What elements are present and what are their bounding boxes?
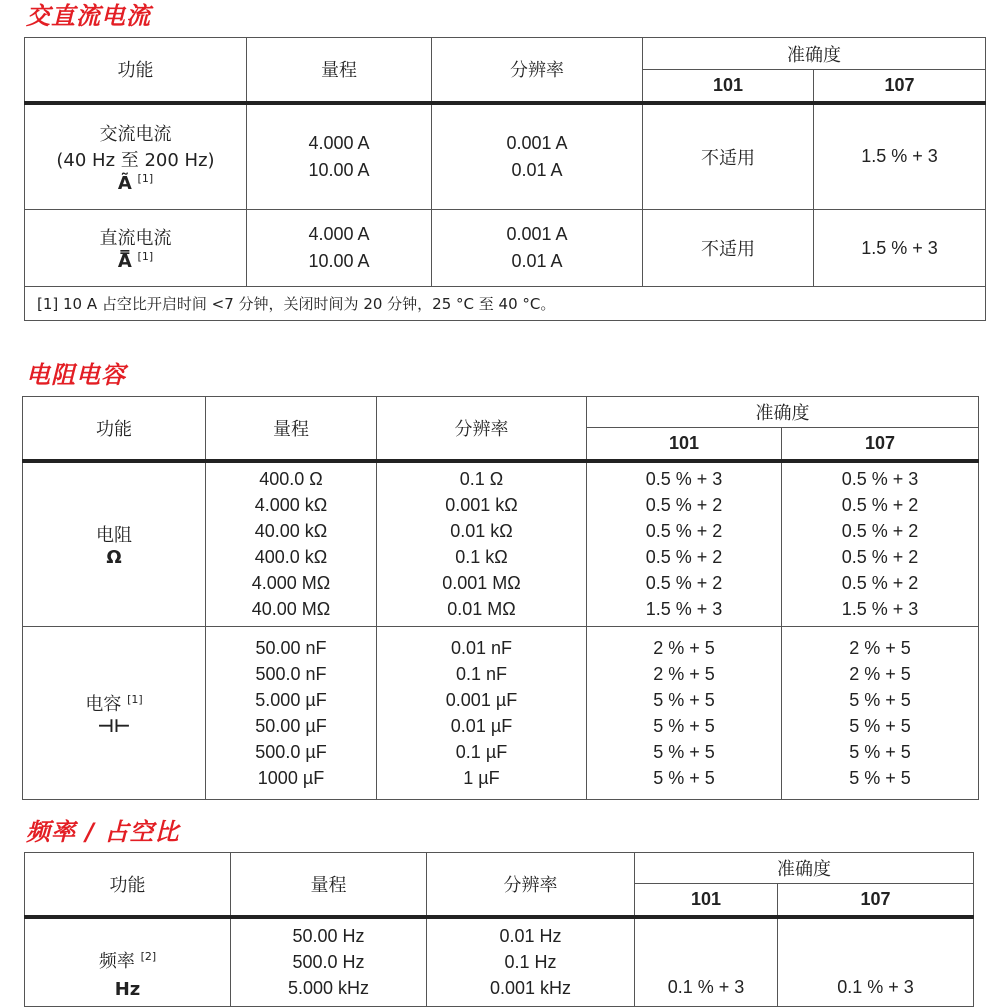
header-107: 107: [814, 70, 986, 103]
accuracy-107-cell: 1.5 % + 3: [814, 103, 986, 210]
accuracy-101-cell: 不适用: [643, 210, 814, 287]
range-cell: 50.00 Hz 500.0 Hz 5.000 kHz: [231, 917, 427, 1007]
header-accuracy: 准确度: [587, 397, 979, 428]
header-function: 功能: [25, 38, 247, 103]
header-101: 101: [635, 884, 778, 917]
ac-dc-current-table: [24, 37, 986, 321]
resolution-cell: 0.001 A 0.01 A: [432, 210, 643, 287]
resolution-cell: 0.1 Ω 0.001 kΩ 0.01 kΩ 0.1 kΩ 0.001 MΩ 0.01 MΩ: [377, 461, 587, 627]
table-row: [23, 461, 979, 627]
table-row: [25, 103, 986, 210]
function-cell: 频率 [2] Hz: [25, 917, 231, 1007]
ohm-symbol-icon: Ω: [106, 546, 122, 568]
range-cell: 50.00 nF 500.0 nF 5.000 µF 50.00 µF 500.0 µF 1000 µF: [206, 627, 377, 800]
header-101: 101: [643, 70, 814, 103]
accuracy-101-cell: 0.5 % + 3 0.5 % + 2 0.5 % + 2 0.5 % + 2 0.5 % + 2 1.5 % + 3: [587, 461, 782, 627]
table-row: [25, 917, 974, 1007]
accuracy-107-cell: 1.5 % + 3: [814, 210, 986, 287]
resolution-cell: 0.001 A 0.01 A: [432, 103, 643, 210]
function-cell: 电容 [1] ⊣⊢: [23, 627, 206, 800]
header-accuracy: 准确度: [635, 853, 974, 884]
section-title-ac-dc-current: 交直流电流: [26, 2, 151, 30]
frequency-duty-table: [24, 852, 974, 1007]
accuracy-107-cell: 0.1 % + 3: [778, 917, 974, 1007]
accuracy-101-cell: 0.1 % + 3: [635, 917, 778, 1007]
header-resolution: 分辨率: [432, 38, 643, 103]
function-cell: 电阻 Ω: [23, 461, 206, 627]
function-cell: 交流电流 (40 Hz 至 200 Hz) Ã [1]: [25, 103, 247, 210]
range-cell: 4.000 A 10.00 A: [247, 210, 432, 287]
resistance-capacitance-table: [22, 396, 979, 800]
footnote: [1] 10 A 占空比开启时间 <7 分钟，关闭时间为 20 分钟，25 °C 至 40 °C。: [25, 287, 986, 321]
header-accuracy: 准确度: [643, 38, 986, 70]
hz-symbol-icon: Hz: [114, 978, 141, 1000]
header-range: 量程: [231, 853, 427, 917]
accuracy-107-cell: 2 % + 5 2 % + 5 5 % + 5 5 % + 5 5 % + 5 5 % + 5: [782, 627, 979, 800]
resolution-cell: 0.01 Hz 0.1 Hz 0.001 kHz: [427, 917, 635, 1007]
header-resolution: 分辨率: [377, 397, 587, 461]
header-resolution: 分辨率: [427, 853, 635, 917]
header-range: 量程: [206, 397, 377, 461]
ac-current-symbol-icon: Ã: [117, 172, 132, 194]
header-function: 功能: [23, 397, 206, 461]
table-row: [25, 210, 986, 287]
section-title-frequency-duty: 频率 / 占空比: [26, 818, 180, 846]
accuracy-101-cell: 不适用: [643, 103, 814, 210]
header-101: 101: [587, 428, 782, 461]
header-107: 107: [778, 884, 974, 917]
accuracy-101-cell: 2 % + 5 2 % + 5 5 % + 5 5 % + 5 5 % + 5 5 % + 5: [587, 627, 782, 800]
capacitor-symbol-icon: ⊣⊢: [97, 715, 131, 737]
table-row: [23, 627, 979, 800]
range-cell: 4.000 A 10.00 A: [247, 103, 432, 210]
header-function: 功能: [25, 853, 231, 917]
section-title-resistance-capacitance: 电阻电容: [26, 361, 126, 389]
dc-current-symbol-icon: A̿: [117, 251, 132, 272]
header-107: 107: [782, 428, 979, 461]
header-range: 量程: [247, 38, 432, 103]
range-cell: 400.0 Ω 4.000 kΩ 40.00 kΩ 400.0 kΩ 4.000 MΩ 40.00 MΩ: [206, 461, 377, 627]
function-cell: 直流电流 A̿ [1]: [25, 210, 247, 287]
resolution-cell: 0.01 nF 0.1 nF 0.001 µF 0.01 µF 0.1 µF 1 µF: [377, 627, 587, 800]
accuracy-107-cell: 0.5 % + 3 0.5 % + 2 0.5 % + 2 0.5 % + 2 0.5 % + 2 1.5 % + 3: [782, 461, 979, 627]
